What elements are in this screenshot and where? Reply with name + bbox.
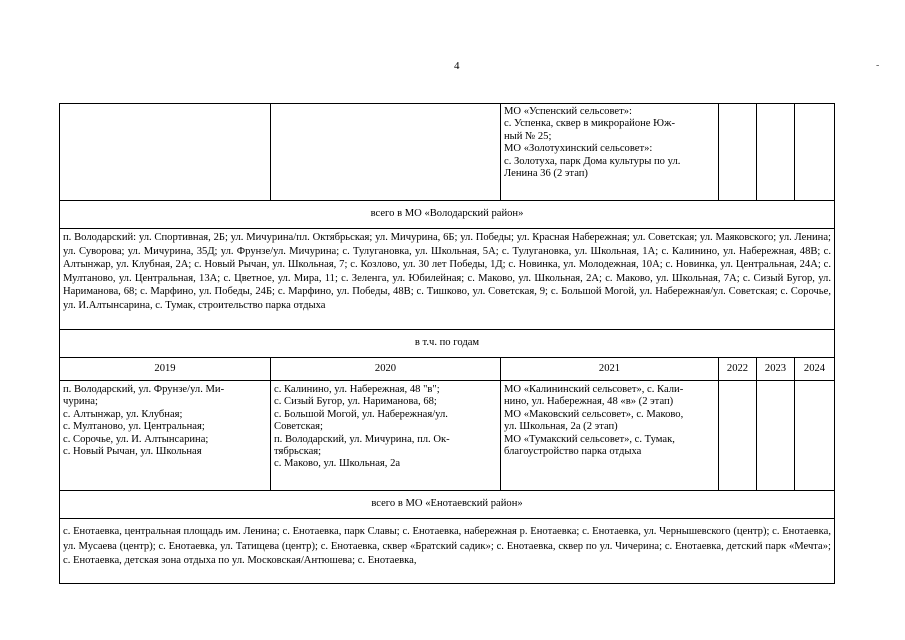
year-header-2024: 2024: [795, 358, 835, 381]
text-line: с. Новый Рычан, ул. Школьная: [63, 446, 202, 458]
year-header-2022: 2022: [719, 358, 757, 381]
text-line: ный № 25;: [504, 130, 552, 142]
enotaevsky-objects-list: с. Енотаевка, центральная площадь им. Ленина; с. Енотаевка, парк Славы; с. Енотаевка, набережная р. Енотаевка; с. Енотаевка, ул. Чернышевского (центр); с. Енотаевка, ул. Мусаева (центр); с. Енотаевка, ул. Татищева (центр); с. Енотаевка, сквер «Братский садик»; с. Енотаевка, сквер по ул. Чичерина; с. Енотаевка, детский парк «Мечта»; с. Енотаевка, детская зона отдыха по ул. Московская/Антюшева; с. Енотаевка,: [60, 519, 835, 584]
text-line: п. Володарский, ул. Фрунзе/ул. Ми-: [63, 384, 225, 395]
year-header-2023: 2023: [757, 358, 795, 381]
year-header-2021: 2021: [501, 358, 719, 381]
empty-cell: [795, 104, 835, 201]
year-header-row: [60, 358, 835, 381]
text-line: ул. Школьная, 2а (2 этап): [504, 421, 618, 433]
corner-mark: -: [876, 60, 880, 71]
text-line: тябрьская;: [274, 446, 322, 458]
year-2023-cell: [757, 381, 795, 491]
year-2022-cell: [719, 381, 757, 491]
volodarsky-objects-list: п. Володарский: ул. Спортивная, 2Б; ул. Мичурина/пл. Октябрьская; ул. Мичурина, 6Б; ул. Победы; ул. Красная Набережная; ул. Советская; ул. Маяковского; ул. Ленина; ул. Суворова; ул. Мичурина, 35Д; ул. Фрунзе/ул. Мичурина; с. Тулугановка, ул. Школьная, 5А; с. Тулугановка, ул. Школьная, 1А; с. Калинино, ул. Набережная, 48В; с. Алтынжар, ул. Клубная, 2А; с. Новый Рычан, ул. Школьная, 7; с. Козлово, ул. 30 лет Победы, 1Д; с. Новинка, ул. Молодежная, 10А; с. Новинка, ул. Центральная, 24А; с. Мултаново, ул. Центральная, 13А; с. Цветное, ул. Мира, 11; с. Зеленга, ул. Юбилейная; с. Маково, ул. Школьная, 2А; с. Маково, ул. Школьная, 7А; с. Сизый Бугор, ул. Нариманова, 68; с. Марфино, ул. Победы, 24Б; с. Марфино, ул. Победы, 48В; с. Тишково, ул. Советская, 9; с. Большой Могой, ул. Набережная/ул. Советская; с. Сорочье, ул. И.Алтынсарина, с. Тумак, строительство парка отдыха: [60, 229, 835, 330]
page-number: 4: [454, 60, 460, 72]
text-line: с. Большой Могой, ул. Набережная/ул.: [274, 408, 448, 420]
year-2021-cell: [501, 381, 719, 491]
empty-cell: [719, 104, 757, 201]
year-header-2020: 2020: [271, 358, 501, 381]
text-line: МО «Успенский сельсовет»:: [504, 106, 632, 117]
text-line: с. Успенка, сквер в микрорайоне Юж-: [504, 118, 676, 130]
year-2019-cell: [60, 381, 271, 491]
year-header-2019: 2019: [60, 358, 271, 381]
text-line: Советская;: [274, 421, 323, 433]
year-content-row: [60, 381, 835, 491]
text-line: с. Мултаново, ул. Центральная;: [63, 421, 205, 433]
text-line: п. Володарский, ул. Мичурина, пл. Ок-: [274, 433, 450, 445]
text-line: с. Алтынжар, ул. Клубная;: [63, 408, 183, 420]
empty-cell: [60, 104, 271, 201]
text-line: МО «Золотухинский сельсовет»:: [504, 143, 653, 155]
text-line: МО «Маковский сельсовет», с. Маково,: [504, 408, 684, 420]
text-line: Ленина 36 (2 этап): [504, 168, 588, 180]
section-title-enotaevsky: всего в МО «Енотаевский район»: [60, 491, 835, 519]
text-line: чурина;: [63, 396, 98, 408]
year-2024-cell: [795, 381, 835, 491]
text-line: МО «Калининский сельсовет», с. Кали-: [504, 384, 684, 395]
section-title-volodarsky: всего в МО «Володарский район»: [60, 201, 835, 229]
empty-cell: [271, 104, 501, 201]
text-line: с. Сорочье, ул. И. Алтынсарина;: [63, 433, 209, 445]
year-2020-cell: [271, 381, 501, 491]
text-line: с. Маково, ул. Школьная, 2а: [274, 458, 401, 470]
uspensky-zolotukha-cell: [501, 104, 719, 201]
by-years-label: в т.ч. по годам: [60, 330, 835, 358]
text-line: с. Золотуха, парк Дома культуры по ул.: [504, 155, 681, 167]
text-line: с. Сизый Бугор, ул. Нариманова, 68;: [274, 396, 437, 408]
text-line: с. Калинино, ул. Набережная, 48 "в";: [274, 384, 440, 395]
continuation-row: [60, 104, 835, 201]
program-table: [59, 103, 835, 584]
text-line: нино, ул. Набережная, 48 «в» (2 этап): [504, 396, 674, 408]
text-line: МО «Тумакский сельсовет», с. Тумак,: [504, 433, 675, 445]
empty-cell: [757, 104, 795, 201]
text-line: благоустройство парка отдыха: [504, 446, 642, 458]
